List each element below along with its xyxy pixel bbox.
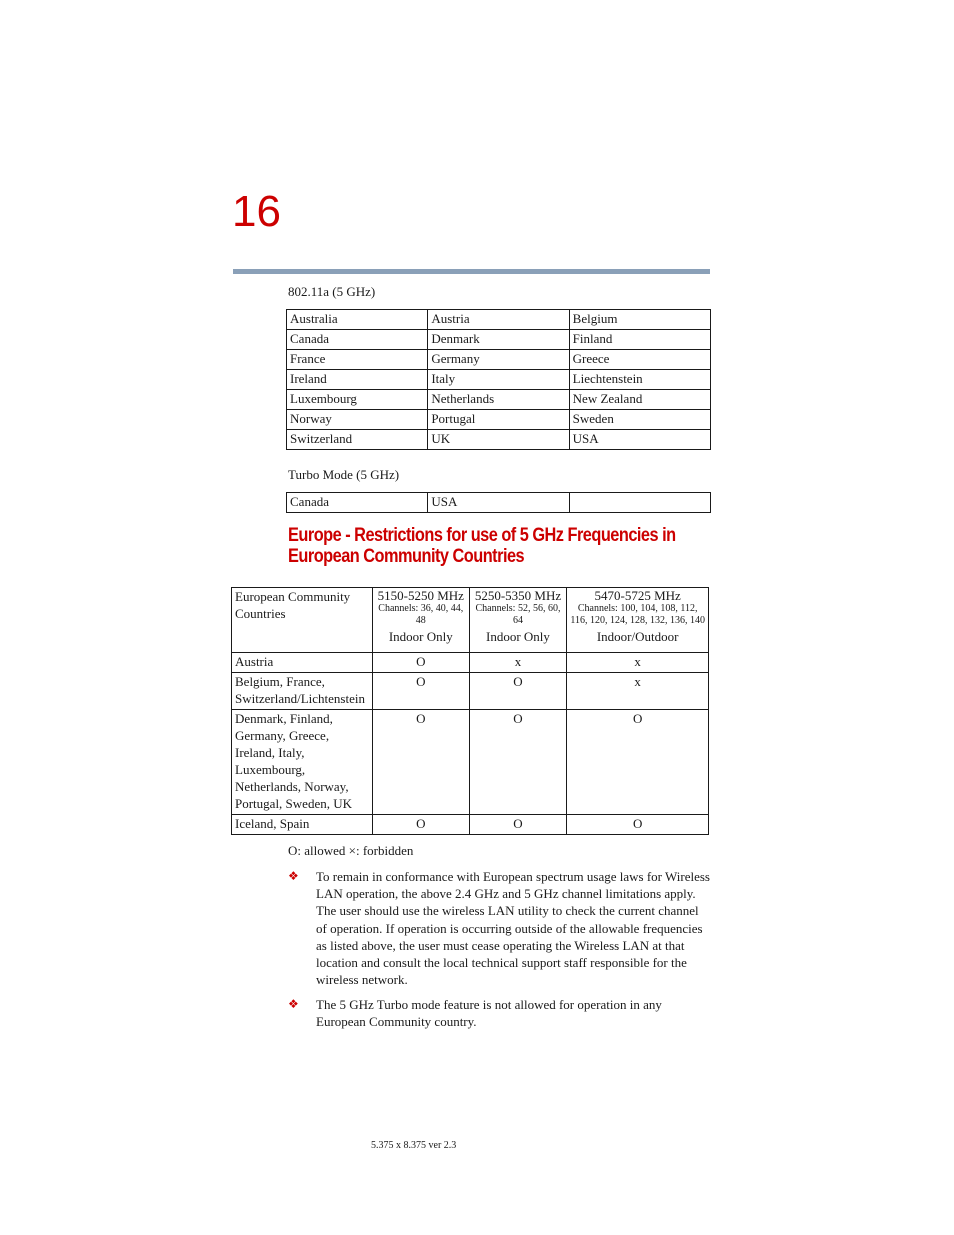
table-row xyxy=(232,710,709,815)
table-cell: O xyxy=(567,815,709,835)
section-heading-line: Europe - Restrictions for use of 5 GHz Frequencies in xyxy=(288,525,676,546)
table-cell xyxy=(569,493,710,513)
table-row xyxy=(287,390,711,410)
table-header-cell xyxy=(469,588,567,653)
table-cell: Ireland xyxy=(287,370,428,390)
table-cell: New Zealand xyxy=(569,390,710,410)
table-cell: Canada xyxy=(287,493,428,513)
table-header-cell xyxy=(232,588,373,653)
table-header-cell xyxy=(372,588,469,653)
table-cell: x xyxy=(567,673,709,710)
table-cell xyxy=(232,653,373,673)
table-cell: France xyxy=(287,350,428,370)
country-line: Iceland, Spain xyxy=(235,816,310,831)
channels-label: Channels: 100, 104, 108, 112, 116, 120, 124, 128, 132, 136, 140 xyxy=(570,603,705,626)
country-line: Netherlands, Norway, xyxy=(235,779,349,794)
table-cell: Austria xyxy=(428,310,569,330)
table-cell xyxy=(232,673,373,710)
usage-label: Indoor Only xyxy=(388,629,453,644)
bullet-item xyxy=(288,868,710,988)
table-cell: O xyxy=(469,673,567,710)
table-row xyxy=(287,370,711,390)
eu-frequency-table xyxy=(231,587,709,835)
table-cell: Portugal xyxy=(428,410,569,430)
diamond-bullet-icon: ❖ xyxy=(288,869,299,883)
country-line: Germany, Greece, xyxy=(235,728,330,743)
table-cell: x xyxy=(469,653,567,673)
table-cell: Sweden xyxy=(569,410,710,430)
page-footer: 5.375 x 8.375 ver 2.3 xyxy=(371,1140,457,1151)
table-cell: Australia xyxy=(287,310,428,330)
table-row xyxy=(287,330,711,350)
countries-802-11a-table xyxy=(286,309,711,450)
table-cell: Netherlands xyxy=(428,390,569,410)
section-heading xyxy=(288,525,676,567)
country-line: Denmark, Finland, xyxy=(235,711,333,726)
table-cell: O xyxy=(372,710,469,815)
band-label: 5150-5250 MHz xyxy=(377,588,464,603)
table-cell: Belgium xyxy=(569,310,710,330)
table-cell: O xyxy=(469,710,567,815)
table-cell: Canada xyxy=(287,330,428,350)
table-row xyxy=(232,815,709,835)
usage-label: Indoor/Outdoor xyxy=(596,629,679,644)
bullet-text: To remain in conformance with European spectrum usage laws for Wireless LAN operation, the above 2.4 GHz and 5 GHz channel limitations apply. The user should use the wireless LAN utility to check the current channel of operation. If operation is occurring outside of the allowable frequencies as listed above, the user must cease operating the Wireless LAN at that location and consult the local technical support staff responsible for the wireless network. xyxy=(316,869,710,988)
country-line: Austria xyxy=(235,654,274,669)
table-row xyxy=(232,653,709,673)
table-row xyxy=(287,493,711,513)
country-line: Belgium, France, xyxy=(235,674,325,689)
band-label: 5250-5350 MHz xyxy=(474,588,562,603)
bullet-text: The 5 GHz Turbo mode feature is not allowed for operation in any European Community country. xyxy=(316,997,662,1030)
table-cell: Italy xyxy=(428,370,569,390)
header-text: European Community xyxy=(235,589,351,604)
table-row xyxy=(287,430,711,450)
table-cell: O xyxy=(372,653,469,673)
channels-label: Channels: 52, 56, 60, 64 xyxy=(475,603,561,626)
table-cell: Denmark xyxy=(428,330,569,350)
table-cell: O xyxy=(567,710,709,815)
table-legend: O: allowed ×: forbidden xyxy=(288,843,414,858)
diamond-bullet-icon: ❖ xyxy=(288,997,299,1011)
country-line: Switzerland/Lichtenstein xyxy=(235,691,365,706)
table-cell: x xyxy=(567,653,709,673)
table-cell xyxy=(232,710,373,815)
table-cell xyxy=(232,815,373,835)
table-cell: Greece xyxy=(569,350,710,370)
table-header-cell xyxy=(567,588,709,653)
table-cell: Norway xyxy=(287,410,428,430)
channels-label: Channels: 36, 40, 44, 48 xyxy=(378,603,464,626)
page-number: 16 xyxy=(232,187,281,236)
table-cell: Luxembourg xyxy=(287,390,428,410)
table-row xyxy=(287,310,711,330)
section-heading-line: European Community Countries xyxy=(288,546,525,567)
band-label: 5470-5725 MHz xyxy=(594,588,681,603)
table-row xyxy=(287,350,711,370)
table-cell: USA xyxy=(428,493,569,513)
table-cell: UK xyxy=(428,430,569,450)
usage-label: Indoor Only xyxy=(486,629,550,644)
table-cell: Liechtenstein xyxy=(569,370,710,390)
table-cell: O xyxy=(372,815,469,835)
table-caption-802-11a: 802.11a (5 GHz) xyxy=(288,284,376,299)
table-row xyxy=(232,673,709,710)
table-cell: O xyxy=(372,673,469,710)
country-line: Portugal, Sweden, UK xyxy=(235,796,352,811)
header-rule xyxy=(233,269,710,274)
country-line: Ireland, Italy, xyxy=(235,745,305,760)
country-line: Luxembourg, xyxy=(235,762,306,777)
table-header-row xyxy=(232,588,709,653)
turbo-mode-table xyxy=(286,492,711,513)
table-row xyxy=(287,410,711,430)
table-cell: Switzerland xyxy=(287,430,428,450)
table-cell: O xyxy=(469,815,567,835)
header-text: Countries xyxy=(235,606,286,621)
table-caption-turbo-mode: Turbo Mode (5 GHz) xyxy=(288,467,400,482)
bullet-item xyxy=(288,996,710,1030)
table-cell: USA xyxy=(569,430,710,450)
table-cell: Germany xyxy=(428,350,569,370)
table-cell: Finland xyxy=(569,330,710,350)
